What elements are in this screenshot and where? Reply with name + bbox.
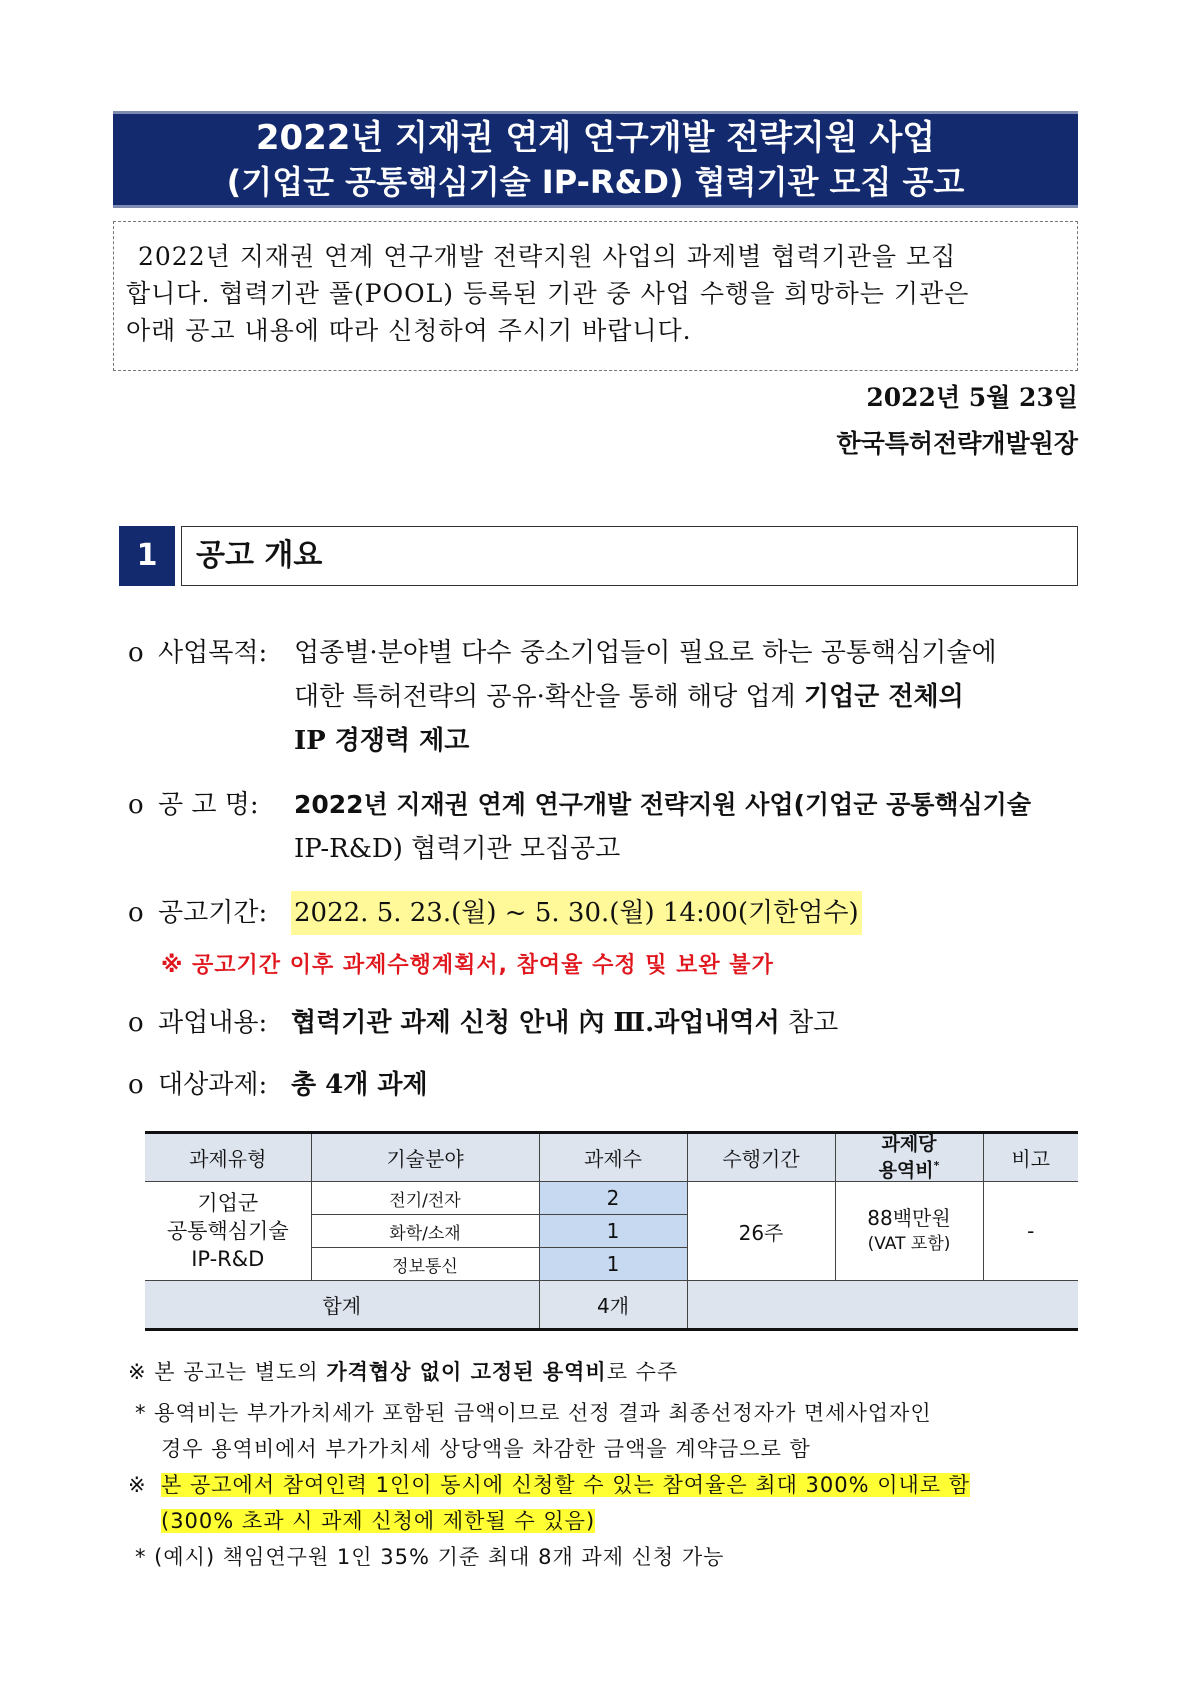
intro-line2: 합니다. 협력기관 풀(POOL) 등록된 기관 중 사업 수행을 희망하는 기관은 xyxy=(126,279,970,308)
note1-text: ※ 본 공고는 별도의 xyxy=(128,1360,327,1384)
count-cell: 1 xyxy=(539,1248,687,1281)
task-row xyxy=(128,1001,267,1045)
period-row xyxy=(128,891,267,935)
title-banner xyxy=(113,111,1078,208)
section-number: 1 xyxy=(119,526,175,586)
note-vat-line2: 경우 용역비에서 부가가치세 상당액을 차감한 금액을 계약금으로 함 xyxy=(161,1437,811,1461)
target-row xyxy=(128,1063,267,1107)
announce-date: 2022년 5월 23일 xyxy=(866,383,1078,412)
section-title: 공고 개요 xyxy=(181,526,1078,586)
period-warning: ※ 공고기간 이후 과제수행계획서, 참여율 수정 및 보완 불가 xyxy=(161,953,774,978)
col-header-count: 과제수 xyxy=(539,1133,687,1182)
purpose-line3: IP 경쟁력 제고 xyxy=(294,726,470,756)
cost-cell xyxy=(835,1182,983,1281)
purpose-line1: 업종별·분야별 다수 중소기업들이 필요로 하는 공통핵심기술에 xyxy=(294,638,997,668)
col-header-type: 과제유형 xyxy=(145,1133,311,1182)
field-cell: 전기/전자 xyxy=(311,1182,539,1215)
purpose-line2-bold: 기업군 전체의 xyxy=(803,682,964,712)
type-line2: 공통핵심기술 xyxy=(166,1219,289,1244)
footnote-mark: * xyxy=(933,1159,940,1172)
col-header-cost-text: 용역비 xyxy=(878,1159,934,1182)
table-row xyxy=(145,1182,1078,1215)
col-header-cost-l1: 과제당 xyxy=(881,1133,937,1155)
note-rate-line2 xyxy=(161,1503,595,1539)
col-header-remark: 비고 xyxy=(983,1133,1078,1182)
target-value: 총 4개 과제 xyxy=(291,1070,428,1100)
target-label: 대상과제: xyxy=(158,1070,268,1100)
intro-box xyxy=(113,221,1078,371)
count-cell: 1 xyxy=(539,1215,687,1248)
note-rate-mark: ※ xyxy=(128,1473,147,1497)
col-header-period: 수행기간 xyxy=(687,1133,835,1182)
sum-empty xyxy=(687,1281,1078,1330)
title-line2: (기업군 공통핵심기술 IP-R&D) 협력기관 모집 공고 xyxy=(226,163,965,201)
title-line1: 2022년 지재권 연계 연구개발 전략지원 사업 xyxy=(255,118,936,158)
purpose-row xyxy=(128,631,267,675)
field-cell: 화학/소재 xyxy=(311,1215,539,1248)
project-table xyxy=(145,1131,1078,1331)
table-header-row xyxy=(145,1133,1078,1182)
task-value-bold: 협력기관 과제 신청 안내 內 Ⅲ.과업내역서 xyxy=(291,1008,780,1038)
note-rate-line2-text: (300% 초과 시 과제 신청에 제한될 수 있음) xyxy=(161,1509,596,1533)
col-header-cost xyxy=(835,1133,983,1182)
name-row xyxy=(128,783,259,827)
period-label: 공고기간: xyxy=(158,898,268,928)
note-example: * (예시) 책임연구원 1인 35% 기준 최대 8개 과제 신청 가능 xyxy=(135,1545,725,1569)
name-label: 공 고 명: xyxy=(158,790,259,820)
note-fixed-price xyxy=(128,1354,678,1390)
col-header-field: 기술분야 xyxy=(311,1133,539,1182)
col-header-cost-l2 xyxy=(836,1155,983,1181)
type-line1: 기업군 xyxy=(197,1191,259,1216)
bullet: o xyxy=(128,1008,144,1038)
period-cell: 26주 xyxy=(687,1182,835,1281)
bullet: o xyxy=(128,1070,144,1100)
note-vat-line1: * 용역비는 부가가치세가 포함된 금액이므로 선정 결과 최종선정자가 면세사업자인 xyxy=(135,1401,932,1425)
task-suffix: 참고 xyxy=(779,1008,839,1038)
organization: 한국특허전략개발원장 xyxy=(836,429,1078,458)
intro-line3: 아래 공고 내용에 따라 신청하여 주시기 바랍니다. xyxy=(126,316,692,345)
purpose-line2-text: 대한 특허전략의 공유·확산을 통해 해당 업계 xyxy=(294,682,804,712)
type-cell xyxy=(145,1182,311,1281)
bullet: o xyxy=(128,638,144,668)
note-rate-line1 xyxy=(161,1467,970,1503)
note-rate-line1-text: 본 공고에서 참여인력 1인이 동시에 신청할 수 있는 참여율은 최대 300% 이내로 함 xyxy=(161,1473,971,1497)
sum-label: 합계 xyxy=(145,1281,539,1330)
cost-line2: (VAT 포함) xyxy=(867,1234,951,1255)
purpose-label: 사업목적: xyxy=(158,638,268,668)
table-sum-row xyxy=(145,1281,1078,1330)
count-cell: 2 xyxy=(539,1182,687,1215)
sum-value: 4개 xyxy=(539,1281,687,1330)
field-cell: 정보통신 xyxy=(311,1248,539,1281)
type-line3: IP-R&D xyxy=(191,1247,265,1272)
note1-suffix: 로 수주 xyxy=(606,1360,679,1384)
note1-bold: 가격협상 없이 고정된 용역비 xyxy=(326,1360,607,1384)
bullet: o xyxy=(128,898,144,928)
cost-line1: 88백만원 xyxy=(867,1206,951,1231)
intro-line1: 2022년 지재권 연계 연구개발 전략지원 사업의 과제별 협력기관을 모집 xyxy=(138,242,957,271)
name-line1: 2022년 지재권 연계 연구개발 전략지원 사업(기업군 공통핵심기술 xyxy=(294,790,1031,819)
task-label: 과업내용: xyxy=(158,1008,268,1038)
name-line2: IP-R&D) 협력기관 모집공고 xyxy=(294,834,621,864)
purpose-line2 xyxy=(294,675,964,719)
period-value: 2022. 5. 23.(월) ~ 5. 30.(월) 14:00(기한엄수) xyxy=(291,891,862,935)
bullet: o xyxy=(128,790,144,820)
task-value xyxy=(291,1001,838,1045)
remark-cell: - xyxy=(983,1182,1078,1281)
